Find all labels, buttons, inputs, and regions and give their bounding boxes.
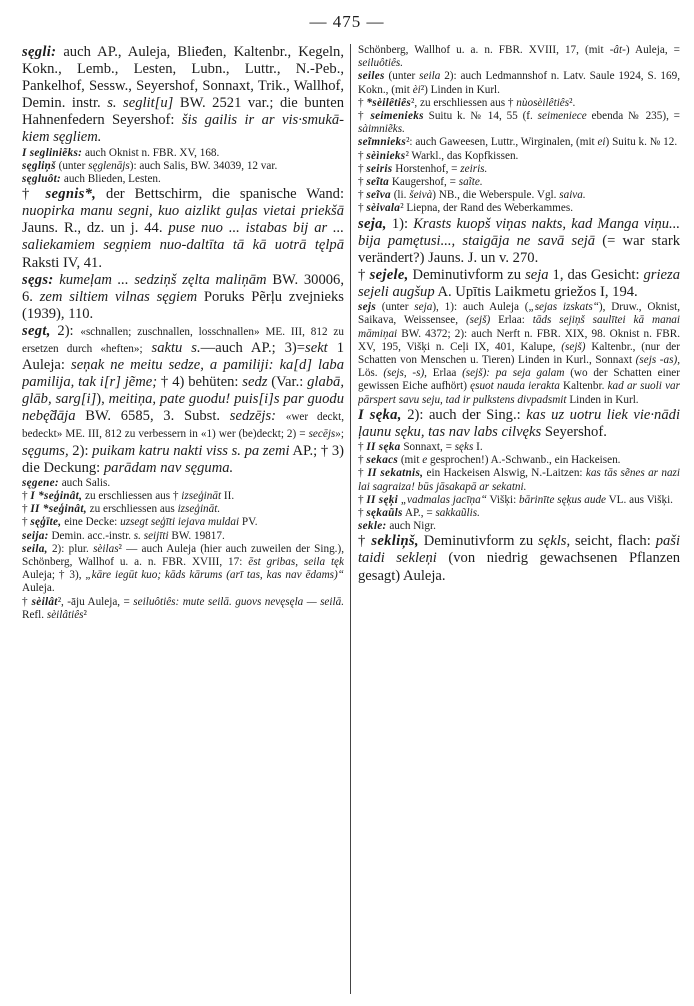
left-column-entry: sęgene: auch Salis. [22,476,111,489]
right-column-entry: † II sęka Sonnaxt, = sęks I. [358,440,483,453]
left-column-entry: † sęģīte, eine Decke: uzsegt seģīti iejava muldai PV. [22,516,258,529]
right-column-entry: I sęka, 2): auch der Sing.: kas uz uotru liek vie·nādi ļaunu sęku, tas nav labs cilvęks Seyershof. [358,406,680,440]
left-column-entry: † II *seģinât, zu erschliessen aus izseģināt. [22,503,221,516]
left-column-entry: seila, 2): plur. sèilas² — auch Auleja (hier auch zuweilen der Sing.), Schönberg, Wallhof u. a. n. FBR. XVIII, 17: ēst gribas, seila tęk Auleja; † 3), „kāre iegūt kuo; kāds kārums (arī tas, kas nav ēdams)“ Auleja. [22,542,344,595]
right-column-entry: † II sęķi „vadmalas jacīņa“ Višķi: bārinīte sęķus aude VL. aus Višķi. [358,493,673,506]
left-column-entry: segt, 2): «schnallen; zuschnallen, losschnallen» ME. III, 812 zu ersetzen durch «heften»; saktu s.—auch AP.; 3)=sekt 1 Auleja: seņak ne meitu sedze, a pamiliji: ka[d] laba pamilija, tak i[r] jẽme; † 4) behüten: sedz (Var.: glabā, glāb, sarg[i]), meitiņa, pate guodu! puis[i]s par guodu nebę̃dāja BW. 6585, 3. Subst. sedzējs: «wer deckt, bedeckt» ME. III, 812 zu verbessern in «1) wer (be)deckt; 2) = secējs»; sęgums, 2): puikam katru nakti viss s. pa zemi AP.; † 3) die Deckung: parādam nav sęguma. [22,322,344,476]
right-column-entry: † II sekatnis, ein Hackeisen Alswig, N.-Laitzen: kas tās sẽnes ar nazi lai sagraiza! būs jāsakapā ar sekatni. [358,467,680,493]
left-column-entry: † sèilât², -āju Auleja, = seiluôtiês: mute seilā. guovs nevęsęla — seilā. Refl. sèilâtiês² [22,595,344,621]
left-column-entry: sęgs: kumeļam ... sedziņš zęlta maliņām BW. 30006, 6. zem siltiem vilnas sęgiem Poruks Pẽrļu zvejnieks (1939), 110. [22,271,344,322]
right-column-entry: sejs (unter seja), 1): auch Auleja („sejas izskats“), Druw., Oknist, Saikava, Weissensee, (sejš) Erlaa: tāds sejiņš saulītei kā manai māmiņai BW. 4372; 2): auch Nerft n. FBR. XIX, 98. Oknist n. FBR. XV, 195, Višķi n. Ceļi IX, 401, Kalupe, (sejš) Kaltenbr., (nur der Schatten von Menschen u. Tieren) Linden in Kurl., Sonnaxt (sejs -as), Lös. (sejs, -s), Erlaa (sejš): pa seja galam (wo der Schatten einer gewissen Eiche aufhört) ęsuot nauda ierakta Kaltenbr. kad ar suoli var pārspert savu seju, tad ir pulkstens divpadsmit Linden in Kurl. [358,301,680,406]
page-number: — 475 — [309,12,385,31]
right-column-entry: † sèìnieks² Warkl., das Kopfkissen. [358,149,519,162]
right-column-entry: sekle: auch Nigr. [358,520,436,533]
left-column-entry: † I *seģinât, zu erschliessen aus † izseģināt II. [22,489,235,502]
right-column-entry: † sekliņš, Deminutivform zu sękls, seicht, flach: paši taidi sekleņi (von niedrig gewachsenen Pflanzen gesagt) Auleja. [358,533,680,584]
right-column-entry: † seĩva (li. šeivà) NB., die Weberspule. Vgl. saiva. [358,189,586,202]
column-divider [350,44,351,994]
right-column-entry: † seiris Horstenhof, = zeiris. [358,162,488,175]
right-column-entry: Schönberg, Wallhof u. a. n. FBR. XVIII, 17, (mit -ât-) Auleja, = seiluôtiês. [358,44,680,70]
left-column-entry: † segnis*, der Bettschirm, die spanische Wand: nuopirka manu segni, kuo aizlikt guļas vietai priekšā Jauns. R., dz. un j. 44. puse nuo ... istabas bij ar ... saliekamiem segņiem nuo-daltīta tā kā uotrā tęlpā Raksti IV, 41. [22,186,344,271]
left-column-entry: I segliniẽks: auch Oknist n. FBR. XV, 168. [22,146,220,159]
left-column-entry: sęgliņš (unter sęglenājs): auch Salis, BW. 34039, 12 var. [22,159,278,172]
left-column-entry: seija: Demin. acc.-instr. s. seijīti BW. 19817. [22,529,225,542]
left-column-entry: sęgluôt: auch Blieden, Lesten. [22,172,161,185]
right-column-entry: † seimenieks Suitu k. № 14, 55 (f. seimeniece ebenda № 235), = sàimniẽks. [358,110,680,136]
right-column-entry: seĩmnieks²: auch Gaweesen, Luttr., Wirginalen, (mit ei) Suitu k. № 12. [358,136,678,149]
left-column-entry: sęgli: auch AP., Auleja, Blieđen, Kaltenbr., Kegeln, Kokn., Lemb., Lesten, Lubn., Luttr., N.-Peb., Pankelhof, Sessw., Seyershof, Sonnaxt, Trik., Wallhof, Demin. instr. s. seglit[u] BW. 2521 var.; die bunten Hahnenfedern Seyershof: šis gailis ir ar vis·smukā-kiem sęgliem. [22,44,344,146]
right-column-entry: † sekacs (mit e gesprochen!) A.-Schwanb., ein Hackeisen. [358,454,621,467]
right-column-entry: † seĩta Kaugershof, = saĩte. [358,176,483,189]
right-column-entry: seja, 1): Krasts kuopš viņas nakts, kad Manga viņu... bija pamętusi..., staigāja ne savā sejā (= war stark verändert?) Jauns. J. un v. 270. [358,215,680,266]
right-column [358,44,680,585]
right-column-entry: seiles (unter seila 2): auch Ledmannshof n. Latv. Saule 1924, S. 169, Kokn., (mit èi²) Linden in Kurl. [358,70,680,96]
right-column-entry: † sejele, Deminutivform zu seja 1, das Gesicht: grieza sejeli augšup A. Upītis Laikmetu griežos I, 194. [358,266,680,301]
right-column-entry: † *sèilêtiês², zu erschliessen aus † nùosèilêtiês². [358,96,576,109]
right-column-entry: † sèivala² Liepna, der Rand des Weberkammes. [358,202,573,215]
left-column [22,44,344,622]
right-column-entry: † sękaũls AP., = sakkaũlis. [358,506,480,519]
